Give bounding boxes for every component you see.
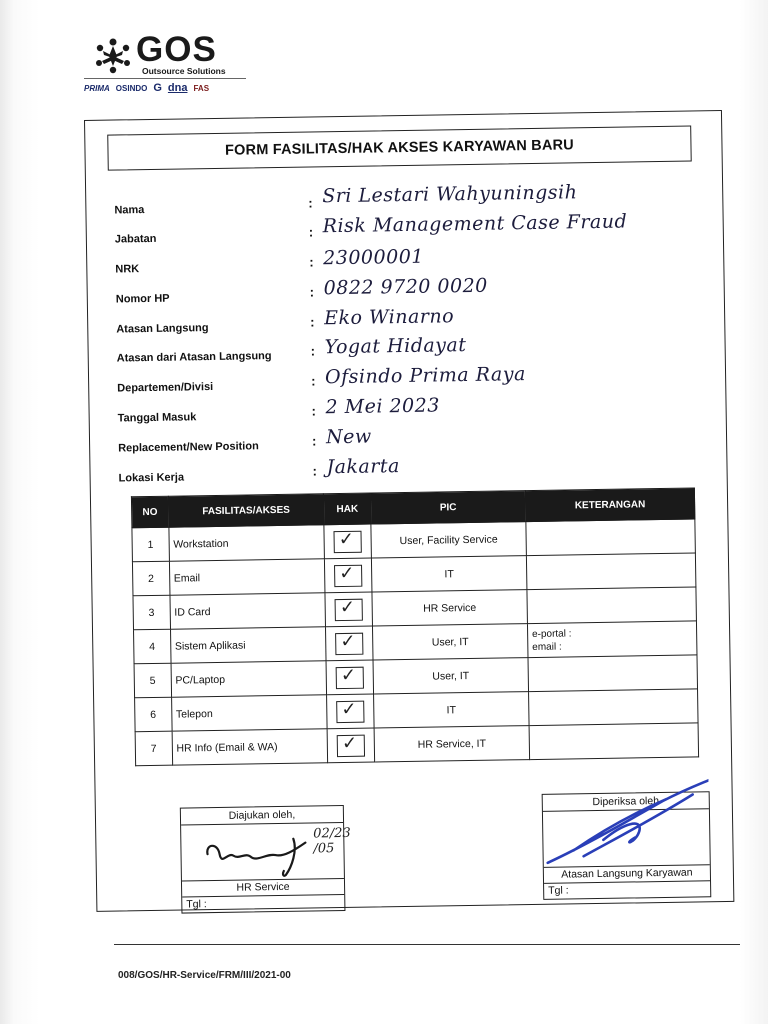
keterangan-line: [533, 672, 693, 675]
row-pic: HR Service: [372, 590, 527, 626]
form-title: FORM FASILITAS/HAK AKSES KARYAWAN BARU: [107, 125, 691, 170]
hr-signature-icon: [201, 830, 322, 880]
row-pic: HR Service, IT: [374, 726, 529, 762]
checkmark-icon: ✓: [341, 732, 358, 754]
row-no: 4: [134, 629, 171, 664]
checkmark-icon: ✓: [340, 664, 357, 686]
field-label-nomor-hp: Nomor HP: [115, 292, 170, 306]
row-hak-cell: [325, 592, 372, 627]
header-hak: HAK: [324, 493, 371, 525]
field-label-tanggal-masuk: Tanggal Masuk: [117, 411, 197, 425]
signature-box-hr: [180, 805, 351, 914]
row-hak-cell: [327, 694, 374, 729]
keterangan-line: email :: [532, 641, 562, 653]
row-fasilitas: HR Info (Email & WA): [172, 729, 328, 765]
sig-date-left: Tgl :: [182, 894, 344, 913]
checkmark-icon: ✓: [339, 562, 355, 584]
keterangan-line: [533, 672, 693, 675]
keterangan-line: [533, 706, 693, 709]
field-label-departemen: Departemen/Divisi: [117, 381, 214, 395]
hak-checkbox[interactable]: [335, 598, 363, 620]
row-pic: User, IT: [373, 658, 528, 694]
row-fasilitas: ID Card: [170, 593, 326, 629]
row-pic: IT: [371, 556, 526, 592]
keterangan-line: [531, 536, 691, 539]
facilities-table: [131, 487, 699, 766]
field-label-jabatan: Jabatan: [114, 232, 157, 246]
field-label-atasan-dari-atasan: Atasan dari Atasan Langsung: [116, 350, 272, 365]
field-label-nama: Nama: [114, 204, 145, 217]
row-no: 5: [134, 663, 171, 698]
keterangan-line: [531, 570, 691, 573]
company-logo: [84, 32, 248, 100]
hak-checkbox[interactable]: [336, 700, 364, 722]
checkmark-icon: ✓: [338, 528, 355, 550]
row-no: 2: [132, 561, 169, 596]
keterangan-line: [531, 570, 691, 573]
row-fasilitas: Sistem Aplikasi: [170, 627, 326, 663]
colon: :: [308, 195, 313, 211]
checkmark-icon: ✓: [341, 698, 357, 720]
row-keterangan: [528, 655, 698, 692]
field-value-atasan-dari-atasan: Yogat Hidayat: [324, 334, 467, 359]
field-value-nama: Sri Lestari Wahyuningsih: [322, 181, 578, 208]
row-keterangan: [526, 519, 696, 556]
checkmark-icon: ✓: [339, 596, 356, 618]
logo-subtitle: Outsource Solutions: [142, 66, 226, 76]
form-code: 008/GOS/HR-Service/FRM/III/2021-00: [118, 970, 291, 981]
field-value-tanggal-masuk: 2 Mei 2023: [325, 394, 440, 419]
field-value-atasan-langsung: Eko Winarno: [323, 305, 455, 330]
row-no: 6: [135, 697, 172, 732]
sig-date-right: Tgl :: [544, 880, 710, 899]
keterangan-line: [534, 740, 694, 743]
field-label-nrk: NRK: [115, 263, 140, 276]
row-hak-cell: [325, 558, 372, 593]
brand-osindo: OSINDO: [115, 83, 148, 93]
footer-divider: [114, 944, 740, 945]
row-hak-cell: [327, 728, 374, 763]
colon: :: [312, 463, 318, 479]
row-fasilitas: Workstation: [169, 525, 325, 561]
brand-g: G: [153, 82, 162, 94]
keterangan-line: [532, 604, 692, 607]
hak-checkbox[interactable]: [334, 564, 362, 586]
brand-fas: FAS: [193, 83, 210, 93]
sig-role-supervisor: Atasan Langsung Karyawan: [544, 864, 710, 883]
header-pic: PIC: [370, 491, 525, 524]
row-no: 7: [135, 731, 172, 766]
colon: :: [308, 224, 314, 240]
row-fasilitas: Email: [169, 559, 325, 595]
colon: :: [311, 403, 317, 419]
field-value-replacement: New: [325, 425, 372, 449]
row-pic: User, Facility Service: [371, 522, 526, 558]
colon: :: [311, 433, 317, 449]
row-hak-cell: [326, 626, 373, 661]
row-pic: User, IT: [373, 624, 528, 660]
field-value-nrk: 23000001: [323, 245, 425, 270]
field-value-departemen: Ofsindo Prima Raya: [324, 363, 526, 389]
row-keterangan: [526, 553, 696, 590]
hak-checkbox[interactable]: [336, 666, 364, 688]
row-keterangan: [527, 587, 697, 624]
header-fasilitas: FASILITAS/AKSES: [168, 494, 324, 527]
row-keterangan: [528, 689, 698, 726]
field-label-replacement: Replacement/New Position: [118, 440, 259, 455]
supervisor-signature-icon: [542, 778, 709, 871]
colon: :: [309, 254, 314, 270]
row-pic: IT: [374, 692, 529, 728]
row-no: 1: [132, 527, 169, 562]
keterangan-line: [532, 604, 692, 607]
row-no: 3: [133, 595, 170, 630]
keterangan-line: [533, 706, 693, 709]
field-value-lokasi-kerja: Jakarta: [326, 455, 400, 479]
sig-header-diajukan: Diajukan oleh,: [181, 806, 343, 826]
gos-people-logo-icon: [92, 36, 134, 76]
keterangan-line: [534, 740, 694, 743]
colon: :: [311, 373, 316, 389]
field-value-jabatan: Risk Management Case Fraud: [322, 210, 628, 238]
row-keterangan: [529, 723, 699, 760]
brand-prima: PRIMA: [84, 83, 110, 93]
signature-box-supervisor: [542, 791, 712, 900]
row-hak-cell: [326, 660, 373, 695]
brand-dna: dna: [167, 82, 188, 94]
hak-checkbox[interactable]: [335, 632, 363, 654]
logo-wordmark: GOS: [136, 30, 217, 69]
row-keterangan: [527, 621, 697, 658]
hak-checkbox[interactable]: [337, 734, 365, 756]
row-fasilitas: Telepon: [171, 695, 327, 731]
keterangan-line: e-portal :: [531, 627, 572, 640]
handwritten-date: 02/23 /05: [313, 825, 351, 857]
field-label-lokasi-kerja: Lokasi Kerja: [118, 471, 185, 485]
row-fasilitas: PC/Laptop: [171, 661, 327, 697]
field-label-atasan-langsung: Atasan Langsung: [116, 322, 209, 336]
colon: :: [310, 314, 315, 330]
keterangan-line: [531, 536, 691, 539]
logo-brand-row: [84, 82, 209, 94]
header-no: NO: [131, 496, 168, 528]
header-keterangan: KETERANGAN: [525, 488, 695, 522]
employee-access-form: [84, 110, 734, 912]
colon: :: [309, 284, 315, 300]
hak-checkbox[interactable]: [334, 530, 362, 552]
colon: :: [310, 343, 316, 359]
checkmark-icon: ✓: [340, 630, 356, 652]
field-value-nomor-hp: 0822 9720 0020: [323, 274, 488, 300]
sig-header-diperiksa: Diperiksa oleh: [543, 792, 709, 812]
logo-divider: [84, 78, 246, 79]
sig-role-hr: HR Service: [182, 878, 344, 897]
row-hak-cell: [324, 524, 371, 559]
